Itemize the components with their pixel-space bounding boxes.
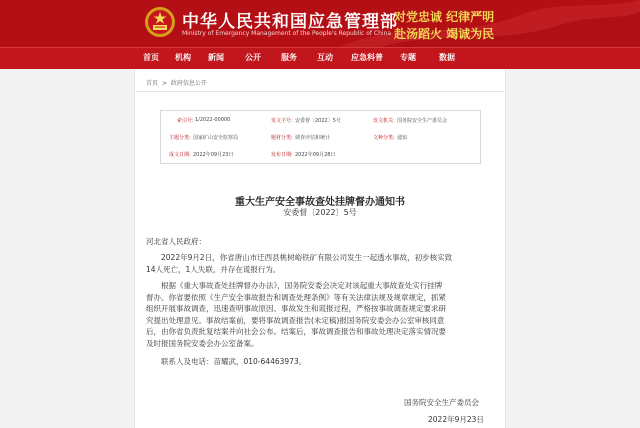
nav-item-science[interactable]: 应急科普 bbox=[351, 53, 383, 62]
meta-type-value: 通知 bbox=[397, 135, 408, 141]
meta-pubdate-value: 2022年09月28日 bbox=[295, 152, 336, 158]
signer: 国务院安全生产委员会 bbox=[404, 398, 479, 407]
nav-item-special[interactable]: 专题 bbox=[400, 53, 416, 62]
meta-topic-value: 国家矿山安全监察局 bbox=[193, 135, 239, 141]
meta-date-label: 成文日期: bbox=[169, 152, 191, 158]
nav-item-news[interactable]: 新闻 bbox=[208, 53, 224, 62]
meta-issuer-label: 发文机关: bbox=[373, 118, 395, 124]
contact-line: 联系人及电话：苗耀武，010-64463973。 bbox=[161, 357, 307, 366]
sign-date: 2022年9月23日 bbox=[428, 415, 484, 424]
nav-item-public[interactable]: 公开 bbox=[245, 53, 261, 62]
national-emblem-icon[interactable] bbox=[144, 6, 176, 38]
slogan-line-2: 赴汤蹈火 竭诚为民 bbox=[394, 27, 495, 41]
slogan-line-1: 对党忠诚 纪律严明 bbox=[394, 10, 495, 24]
breadcrumb-divider bbox=[136, 91, 504, 92]
paragraph-2-line-4: 究提出处理意见。事故结案前，要将事故调查报告(未定稿)报国务院安委会办公室审核同意 bbox=[146, 315, 445, 325]
breadcrumb-current-link[interactable]: 政府信息公开 bbox=[170, 80, 207, 87]
site-subtitle: Ministry of Emergency Management of the People's Republic of China bbox=[182, 30, 392, 37]
paragraph-2 bbox=[146, 280, 446, 349]
paragraph-1-line-2: 14人死亡，1人失联，并存在谎报行为。 bbox=[146, 264, 281, 274]
nav-item-interaction[interactable]: 互动 bbox=[317, 53, 333, 62]
paragraph-1 bbox=[146, 252, 452, 275]
nav-item-organization[interactable]: 机构 bbox=[175, 53, 191, 62]
paragraph-2-line-2: 督办。你省要依照《生产安全事故报告和调查处理条例》等有关法律法规及规章规定，抓紧 bbox=[146, 292, 446, 302]
nav-item-data[interactable]: 数据 bbox=[439, 53, 455, 62]
site-header bbox=[0, 0, 640, 47]
meta-docnum-value: 安委督〔2022〕5号 bbox=[295, 118, 341, 124]
meta-topic-label: 主题分类: bbox=[169, 135, 191, 141]
site-title[interactable]: 中华人民共和国应急管理部 bbox=[182, 12, 398, 32]
nav-item-home[interactable]: 首页 bbox=[143, 53, 159, 62]
paragraph-2-line-6: 及时报国务院安委会办公室备案。 bbox=[146, 338, 259, 348]
paragraph-1-line-1: 2022年9月2日，你省唐山市迁西县桃树峪铁矿有限公司发生一起透水事故，初步核实致 bbox=[161, 253, 453, 262]
meta-index-label: 索引号: bbox=[177, 118, 194, 124]
meta-index-value: 1/2022-00000 bbox=[195, 117, 231, 123]
document-number: 安委督〔2022〕5号 bbox=[283, 208, 357, 217]
document-metadata-box bbox=[160, 110, 481, 164]
document-title: 重大生产安全事故查处挂牌督办通知书 bbox=[235, 197, 405, 208]
meta-category-value: 调查评估和统计 bbox=[295, 135, 331, 141]
breadcrumb-separator: > bbox=[161, 80, 167, 87]
meta-pubdate-label: 发布日期: bbox=[271, 152, 293, 158]
breadcrumb bbox=[146, 78, 207, 87]
meta-docnum-label: 发文字号: bbox=[271, 118, 293, 124]
paragraph-2-line-5: 后，由你省负责批复结案并向社会公布。结案后，事故调查报告和事故处理决定落实情况要 bbox=[146, 327, 446, 336]
nav-item-services[interactable]: 服务 bbox=[281, 53, 297, 62]
main-nav bbox=[0, 47, 640, 69]
meta-issuer-value: 国务院安全生产委员会 bbox=[397, 118, 448, 124]
paragraph-2-line-3: 组织开展事故调查，迅速查明事故原因、事故发生和谎报过程，严格按事故调查规定要求研 bbox=[146, 304, 446, 313]
meta-type-label: 文种分类: bbox=[373, 135, 395, 141]
meta-date-value: 2022年09月23日 bbox=[193, 152, 234, 158]
document-recipient: 河北省人民政府： bbox=[146, 237, 206, 246]
breadcrumb-home-link[interactable]: 首页 bbox=[146, 80, 159, 87]
meta-category-label: 题材分类: bbox=[271, 135, 293, 141]
paragraph-2-line-1: 根据《重大事故查处挂牌督办办法》，国务院安委会决定对该起重大事故查处实行挂牌 bbox=[161, 281, 443, 290]
